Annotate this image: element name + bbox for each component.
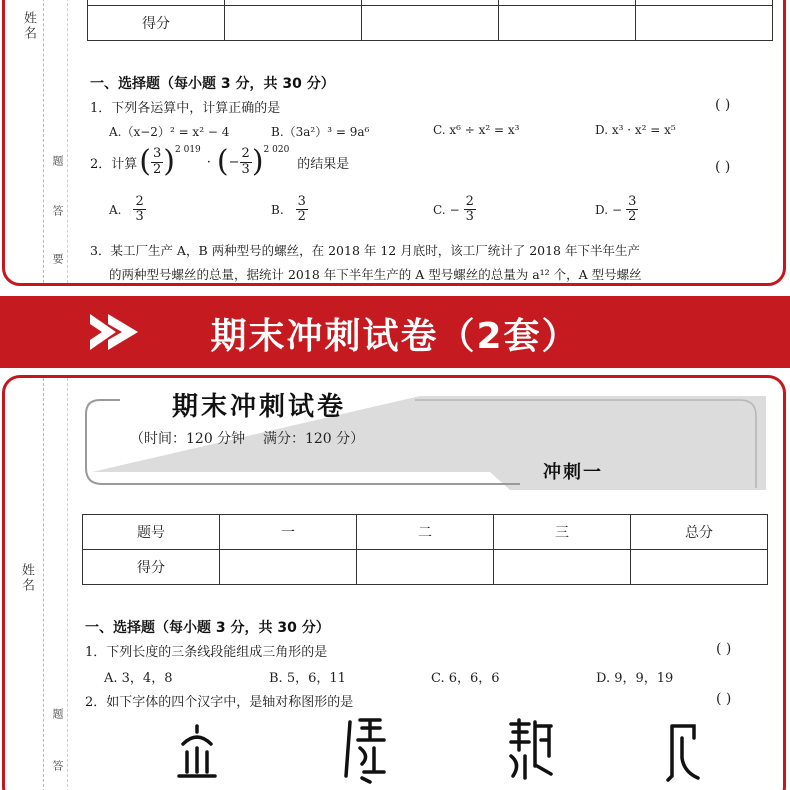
section-title: 一、选择题（每小题 3 分，共 30 分）: [85, 620, 330, 636]
margin-name-label: 姓名: [19, 563, 34, 593]
margin-dashed-line: [67, 378, 68, 790]
q2-prefix: 2．计算: [90, 156, 138, 172]
banner-title: 期末冲刺试卷（2套）: [210, 316, 580, 357]
answer-bracket[interactable]: ( ): [716, 691, 732, 707]
score-cell[interactable]: [357, 550, 494, 585]
table-row: [83, 515, 768, 550]
fraction: $\frac{3}{2}$: [628, 194, 637, 225]
question-2-text: [90, 144, 350, 179]
exponent: 2 020: [263, 145, 290, 155]
option-b[interactable]: B.（3a²）³ = 9a⁶: [271, 125, 370, 139]
score-cell[interactable]: [362, 6, 499, 41]
exam-meta: （时间：120 分钟 满分：120 分）: [130, 431, 365, 447]
fraction: $\frac{2}{3}$: [241, 146, 250, 177]
option-b[interactable]: B. $\frac{3}{2}$: [271, 194, 306, 225]
sprint-label: 冲刺一: [543, 462, 603, 483]
left-paren: (: [216, 144, 229, 179]
option-a[interactable]: A.（x−2）² = x² − 4: [109, 125, 230, 139]
score-cell[interactable]: [636, 6, 773, 41]
question-1-text: 1．下列长度的三条线段能组成三角形的是: [85, 645, 328, 660]
score-cell[interactable]: [494, 550, 631, 585]
option-c[interactable]: C. x⁶ ÷ x² = x³: [433, 123, 520, 137]
option-a[interactable]: A. 3，4，8: [104, 671, 173, 686]
margin-mark: 题: [51, 155, 64, 166]
margin-mark: 答: [51, 760, 64, 771]
fraction: $\frac{2}{3}$: [465, 194, 474, 225]
score-cell[interactable]: [499, 6, 636, 41]
option-d[interactable]: D. 9，9，19: [596, 671, 674, 686]
left-paren: (: [139, 144, 151, 179]
answer-bracket[interactable]: ( ): [715, 159, 731, 175]
margin-mark: 题: [51, 708, 64, 719]
seal-character-a-image[interactable]: [175, 722, 219, 784]
exponent: 2 019: [175, 145, 201, 155]
exam-title: 期末冲刺试卷: [172, 392, 347, 422]
fraction: $\frac{2}{3}$: [135, 194, 144, 225]
option-b[interactable]: B. 5，6，11: [269, 671, 346, 686]
option-c[interactable]: C. − $\frac{2}{3}$: [433, 194, 474, 225]
margin-mark: 要: [51, 253, 64, 264]
margin-dashed-line: [67, 0, 68, 283]
score-cell[interactable]: [220, 550, 357, 585]
score-cell[interactable]: [631, 550, 768, 585]
section-title: 一、选择题（每小题 3 分，共 30 分）: [90, 76, 335, 92]
score-row-label: 得分: [83, 550, 220, 585]
question-3-line: 的两种型号螺丝的总量，据统计 2018 年下半年生产的 A 型号螺丝的总量为 a¹² 个，A 型号螺丝: [109, 267, 642, 282]
question-1-text: 1．下列各运算中，计算正确的是: [90, 101, 281, 116]
question-3-line: 3．某工厂生产 A，B 两种型号的螺丝，在 2018 年 12 月底时，该工厂统计了 2018 年下半年生产: [90, 243, 640, 258]
option-d[interactable]: D. − $\frac{3}{2}$: [595, 194, 637, 225]
seal-character-b-image[interactable]: [340, 716, 388, 784]
answer-bracket[interactable]: ( ): [715, 97, 731, 113]
table-header-cell: 一: [220, 515, 357, 550]
table-header-cell: 三: [494, 515, 631, 550]
margin-dashed-line: [43, 0, 44, 283]
binding-margin: [5, 378, 75, 790]
table-header-cell: 二: [357, 515, 494, 550]
section-banner: [0, 296, 790, 368]
q2-suffix: 的结果是: [297, 156, 350, 172]
right-paren: ): [163, 144, 175, 179]
score-cell[interactable]: [225, 6, 362, 41]
answer-bracket[interactable]: ( ): [716, 641, 732, 657]
seal-character-d-image[interactable]: [664, 718, 704, 784]
table-header-cell: 总分: [631, 515, 768, 550]
binding-margin: [5, 0, 75, 283]
score-row-label: 得分: [88, 6, 225, 41]
question-2-text: 2．如下字体的四个汉字中，是轴对称图形的是: [85, 695, 354, 710]
margin-dashed-line: [43, 378, 44, 790]
option-c[interactable]: C. 6，6，6: [431, 671, 500, 686]
option-d[interactable]: D. x³ · x² = x⁵: [595, 123, 676, 137]
dot-operator: ·: [206, 154, 211, 170]
score-table: [87, 0, 773, 41]
fraction: $\frac{3}{2}$: [153, 146, 162, 177]
fraction: $\frac{3}{2}$: [297, 194, 306, 225]
table-row: [83, 550, 768, 585]
minus-sign: −: [228, 154, 240, 170]
margin-mark: 答: [51, 205, 64, 216]
top-exam-page: [2, 0, 786, 286]
option-a[interactable]: A. $\frac{2}{3}$: [109, 194, 144, 225]
table-row: [88, 6, 773, 41]
table-header-cell: 题号: [83, 515, 220, 550]
score-table: [82, 514, 768, 585]
seal-character-c-image[interactable]: [505, 716, 555, 784]
margin-name-label: 姓名: [21, 11, 36, 41]
right-paren: ): [251, 144, 264, 179]
